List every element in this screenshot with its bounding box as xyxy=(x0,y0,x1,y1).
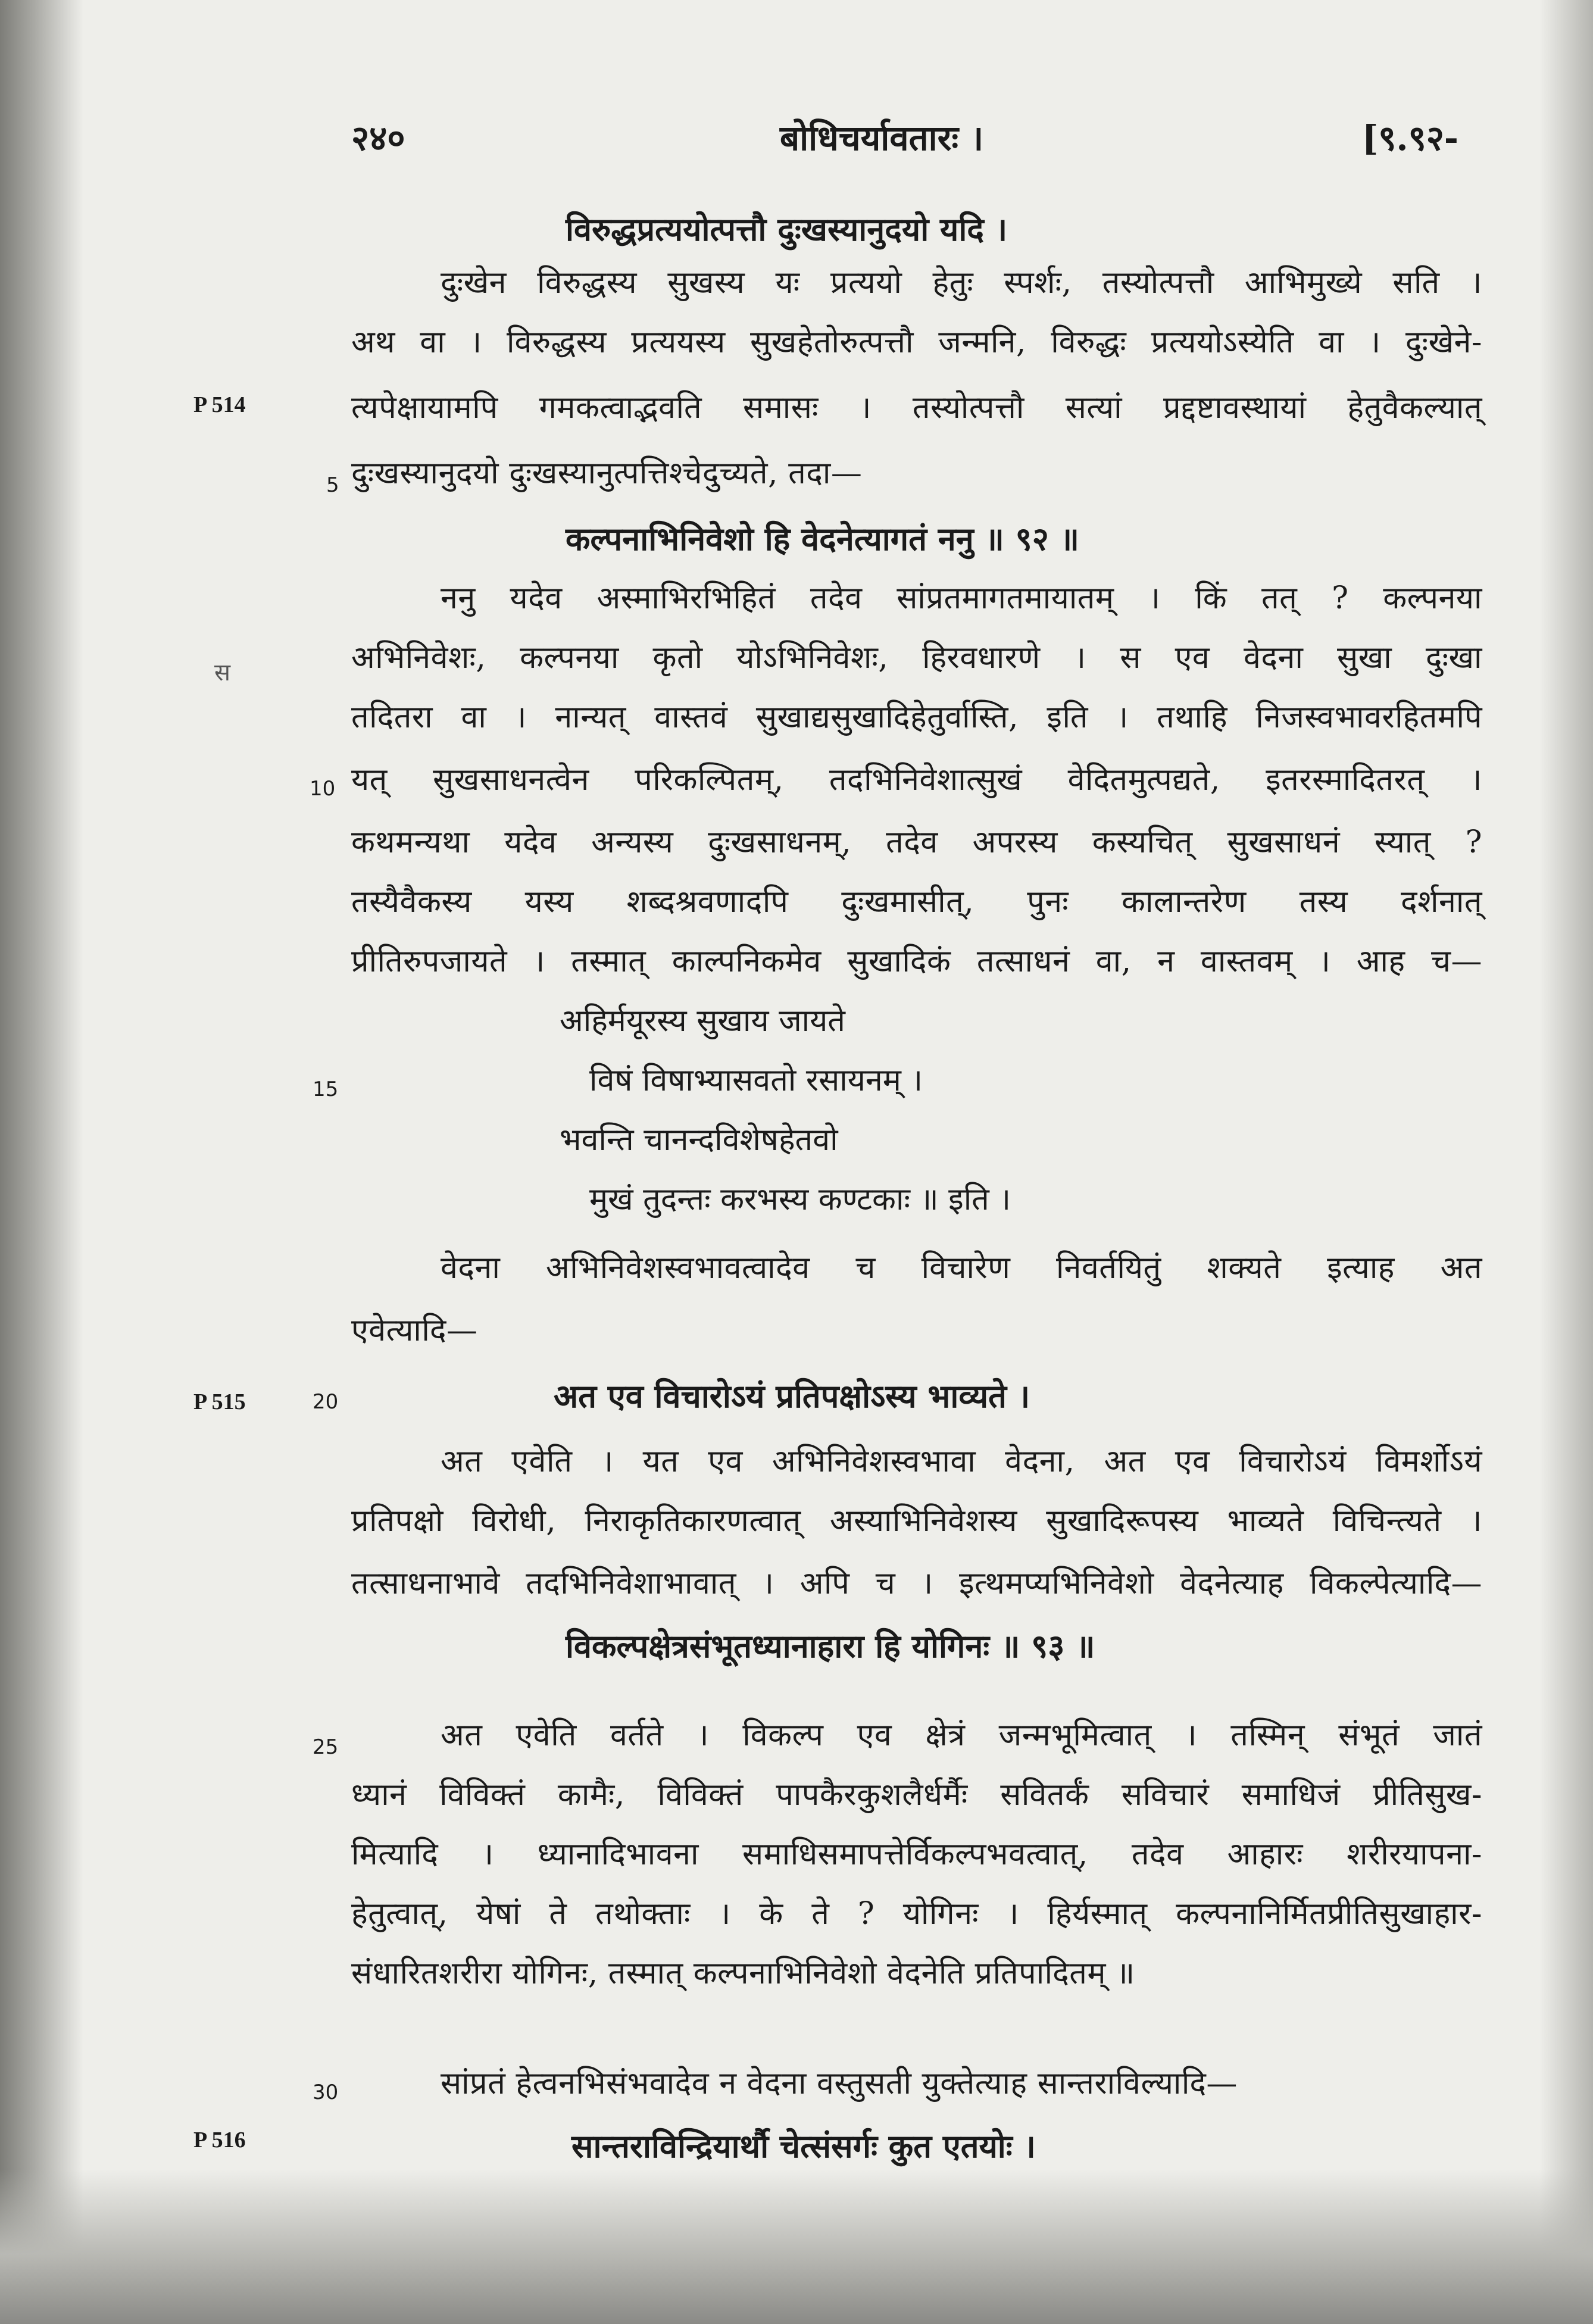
verse-92a: विरुद्धप्रत्ययोत्पत्तौ दुःखस्यानुदयो यदि । xyxy=(566,210,1008,248)
text-line: हेतुत्वात्, येषां ते तथोक्ताः । के ते ? योगिनः । हिर्यस्मात् कल्पनानिर्मितप्रीतिसुखाहार- xyxy=(351,1896,1482,1932)
book-title: बोधिचर्यावतारः । xyxy=(780,118,984,158)
text-line: तस्यैवैकस्य यस्य शब्दश्रवणादपि दुःखमासीत्, पुनः कालान्तरेण तस्य दर्शनात् xyxy=(351,884,1482,920)
text-line: प्रतिपक्षो विरोधी, निराकृतिकारणत्वात् अस्याभिनिवेशस्य सुखादिरूपस्य भाव्यते विचिन्त्यते । xyxy=(351,1503,1482,1539)
text-line: एवेत्यादि— xyxy=(351,1313,478,1348)
verse-92b: कल्पनाभिनिवेशो हि वेदनेत्यागतं ननु ॥ ९२ ॥ xyxy=(566,520,1079,558)
stray-margin-mark: स xyxy=(214,659,231,686)
text-line: अभिनिवेशः, कल्पनया कृतो योऽभिनिवेशः, हिरवधारणे । स एव वेदना सुखा दुःखा xyxy=(351,640,1482,676)
quoted-verse-line: विषं विषाभ्यासवतो रसायनम् । xyxy=(589,1063,923,1098)
text-line: प्रीतिरुपजायते । तस्मात् काल्पनिकमेव सुखादिकं तत्साधनं वा, न वास्तवम् । आह च— xyxy=(351,944,1482,979)
text-line: यत् सुखसाधनत्वेन परिकल्पितम्, तदभिनिवेशात्सुखं वेदितमुत्पद्यते, इतरस्मादितरत् । xyxy=(351,762,1482,798)
line-number-30: 30 xyxy=(313,2081,339,2104)
verse-reference: [९.९२- xyxy=(1361,118,1458,158)
line-number-10: 10 xyxy=(310,777,336,801)
line-number-5: 5 xyxy=(326,473,339,497)
text-line: दुःखेन विरुद्धस्य सुखस्य यः प्रत्ययो हेतुः स्पर्शः, तस्योत्पत्तौ आभिमुख्ये सति । xyxy=(441,265,1482,301)
text-line: वेदना अभिनिवेशस्वभावत्वादेव च विचारेण निवर्तयितुं शक्यते इत्याह अत xyxy=(441,1250,1482,1286)
running-header xyxy=(351,113,1458,167)
line-number-25: 25 xyxy=(313,1735,339,1759)
quoted-verse-line: भवन्ति चानन्दविशेषहेतवो xyxy=(560,1122,838,1158)
text-line: ननु यदेव अस्माभिरभिहितं तदेव सांप्रतमागतमायातम् । किं तत् ? कल्पनया xyxy=(441,580,1482,616)
text-line: कथमन्यथा यदेव अन्यस्य दुःखसाधनम्, तदेव अपरस्य कस्यचित् सुखसाधनं स्यात् ? xyxy=(351,824,1482,860)
text-line: तदितरा वा । नान्यत् वास्तवं सुखाद्यसुखादिहेतुर्वास्ति, इति । तथाहि निजस्वभावरहितमपि xyxy=(351,699,1482,735)
verse-93a: अत एव विचारोऽयं प्रतिपक्षोऽस्य भाव्यते । xyxy=(554,1377,1030,1415)
line-number-20: 20 xyxy=(313,1390,339,1414)
verse-93b: विकल्पक्षेत्रसंभूतध्यानाहारा हि योगिनः ॥ ९३ ॥ xyxy=(566,1627,1095,1665)
margin-ref-p515: P 515 xyxy=(193,1389,246,1414)
text-line: तत्साधनाभावे तदभिनिवेशाभावात् । अपि च । इत्थमप्यभिनिवेशो वेदनेत्याह विकल्पेत्यादि— xyxy=(351,1566,1482,1601)
margin-ref-p514: P 514 xyxy=(193,392,246,417)
text-line: मित्यादि । ध्यानादिभावना समाधिसमापत्तेर्विकल्पभवत्वात्, तदेव आहारः शरीरयापना- xyxy=(351,1836,1482,1872)
text-line: अथ वा । विरुद्धस्य प्रत्ययस्य सुखहेतोरुत्पत्तौ जन्मनि, विरुद्धः प्रत्ययोऽस्येति वा । दुःखेने- xyxy=(351,324,1482,360)
verse-94a: सान्तराविन्द्रियार्थौ चेत्संसर्गः कुत एतयोः । xyxy=(571,2127,1036,2165)
page-number: २४० xyxy=(351,118,405,158)
quoted-verse-line: अहिर्मयूरस्य सुखाय जायते xyxy=(560,1003,845,1039)
quoted-verse-line: मुखं तुदन्तः करभस्य कण्टकाः ॥ इति । xyxy=(589,1182,1011,1217)
text-line: संधारितशरीरा योगिनः, तस्मात् कल्पनाभिनिवेशो वेदनेति प्रतिपादितम् ॥ xyxy=(351,1956,1135,1991)
text-line: दुःखस्यानुदयो दुःखस्यानुत्पत्तिश्चेदुच्यते, तदा— xyxy=(351,455,863,491)
text-line: ध्यानं विविक्तं कामैः, विविक्तं पापकैरकुशलैर्धर्मैः सवितर्कं सविचारं समाधिजं प्रीतिसुख- xyxy=(351,1777,1482,1813)
text-line: त्यपेक्षायामपि गमकत्वाद्भवति समासः । तस्योत्पत्तौ सत्यां प्रद्दष्टावस्थायां हेतुवैकल्यात् xyxy=(351,390,1482,426)
text-line: अत एवेति वर्तते । विकल्प एव क्षेत्रं जन्मभूमित्वात् । तस्मिन् संभूतं जातं xyxy=(441,1717,1483,1753)
text-line: सांप्रतं हेत्वनभिसंभवादेव न वेदना वस्तुसती युक्तेत्याह सान्तराविल्यादि— xyxy=(441,2066,1238,2101)
line-number-15: 15 xyxy=(313,1077,339,1101)
text-line: अत एवेति । यत एव अभिनिवेशस्वभावा वेदना, अत एव विचारोऽयं विमर्शोऽयं xyxy=(441,1444,1482,1479)
margin-ref-p516: P 516 xyxy=(193,2128,246,2153)
